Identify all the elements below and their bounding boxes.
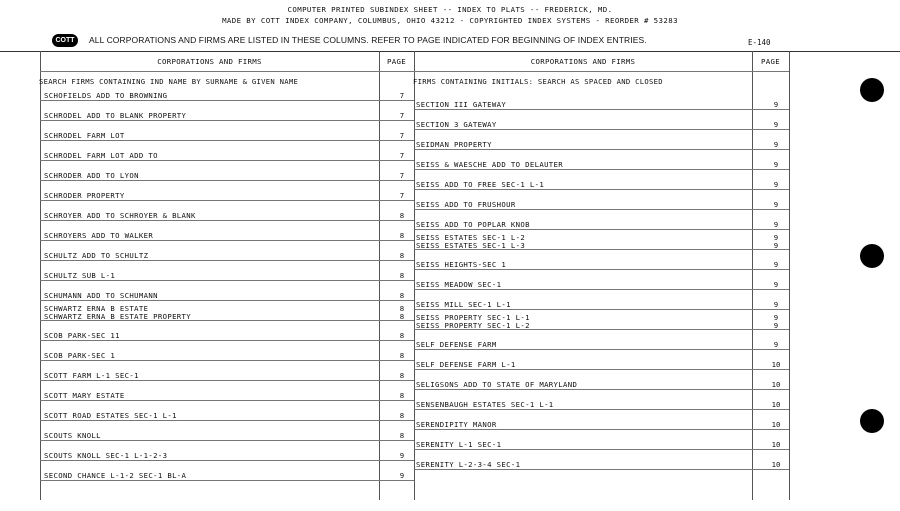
right-page-divider [752,51,753,500]
right-row-rule [414,349,789,350]
right-row-rule [414,289,789,290]
left-row-rule [40,480,414,481]
right-entry-name: SEISS ESTATES SEC-1 L-3 [416,241,526,250]
left-row-rule [40,400,414,401]
right-entry-name: SEISS ADD TO POPLAR KNOB [416,220,530,229]
heading-rule [40,71,789,72]
right-row-rule [414,309,789,310]
left-entry-name: SCOUTS KNOLL [44,431,101,440]
right-entry-page: 9 [773,241,779,250]
left-row-rule [40,440,414,441]
right-entry-name: SEISS & WAESCHE ADD TO DELAUTER [416,160,564,169]
right-entry-page: 10 [771,460,781,469]
right-row-rule [414,429,789,430]
right-subheading: FIRMS CONTAINING INITIALS: SEARCH AS SPACED AND CLOSED [413,77,663,86]
left-entry-page: 7 [399,111,405,120]
center-divider [414,51,415,500]
left-page-heading: PAGE [387,57,406,66]
left-entry-page: 8 [399,391,405,400]
left-entry-name: SCOB PARK-SEC 11 [44,331,120,340]
left-row-rule [40,280,414,281]
left-entry-name: SCOB PARK-SEC 1 [44,351,116,360]
left-entry-page: 8 [399,291,405,300]
right-entry-name: SENSENBAUGH ESTATES SEC-1 L-1 [416,400,554,409]
left-entry-page: 8 [399,411,405,420]
right-entry-name: SEISS ADD TO FREE SEC-1 L-1 [416,180,545,189]
right-entry-name: SEISS ADD TO FRUSHOUR [416,200,516,209]
left-entry-page: 7 [399,171,405,180]
right-entry-page: 9 [773,200,779,209]
left-row-rule [40,140,414,141]
left-entry-page: 8 [399,371,405,380]
right-entry-page: 9 [773,340,779,349]
right-entry-name: SEIDMAN PROPERTY [416,140,492,149]
left-entry-page: 8 [399,351,405,360]
right-entry-name: SEISS PROPERTY SEC-1 L-2 [416,321,530,330]
right-row-rule [414,189,789,190]
left-entry-name: SCOTT ROAD ESTATES SEC-1 L-1 [44,411,177,420]
left-entry-page: 8 [399,431,405,440]
left-entry-page: 7 [399,91,405,100]
notice-row [0,31,900,51]
left-entry-page: 9 [399,471,405,480]
right-entry-name: SELF DEFENSE FARM L-1 [416,360,516,369]
left-entry-name: SCHRODER PROPERTY [44,191,125,200]
right-entry-name: SEISS MEADOW SEC-1 [416,280,502,289]
right-row-rule [414,449,789,450]
right-entry-page: 9 [773,120,779,129]
right-row-rule [414,169,789,170]
left-entry-name: SECOND CHANCE L-1-2 SEC-1 BL-A [44,471,187,480]
left-row-rule [40,200,414,201]
right-entry-name: SEISS ESTATES SEC-1 L-2 [416,233,526,242]
left-row-rule [40,100,414,101]
right-entry-page: 9 [773,300,779,309]
right-entry-page: 10 [771,440,781,449]
left-entry-page: 8 [399,271,405,280]
left-entry-name: SCOTT MARY ESTATE [44,391,125,400]
left-entry-name: SCHWARTZ ERNA B ESTATE [44,304,149,313]
right-entry-page: 9 [773,260,779,269]
left-entry-name: SCHROYERS ADD TO WALKER [44,231,154,240]
right-entry-page: 10 [771,420,781,429]
left-row-rule [40,420,414,421]
right-entry-page: 9 [773,321,779,330]
right-entry-name: SELIGSONS ADD TO STATE OF MARYLAND [416,380,578,389]
right-entry-name: SECTION 3 GATEWAY [416,120,497,129]
left-entry-name: SCHOFIELDS ADD TO BROWNING [44,91,168,100]
sheet-title: COMPUTER PRINTED SUBINDEX SHEET -- INDEX TO PLATS -- FREDERICK, MD. [287,5,613,14]
left-page-divider [379,51,380,500]
left-row-rule [40,260,414,261]
left-row-rule [40,120,414,121]
cott-logo: COTT [52,34,78,47]
right-entry-page: 9 [773,280,779,289]
right-row-rule [414,369,789,370]
right-entry-name: SECTION III GATEWAY [416,100,507,109]
right-entry-name: SELF DEFENSE FARM [416,340,497,349]
publisher-line: MADE BY COTT INDEX COMPANY, COLUMBUS, OHIO 43212 - COPYRIGHTED INDEX SYSTEMS - REORDER # 53283 [222,16,678,25]
left-row-rule [40,240,414,241]
right-entry-page: 9 [773,180,779,189]
left-row-rule [40,380,414,381]
left-row-rule [40,340,414,341]
left-subheading: SEARCH FIRMS CONTAINING IND NAME BY SURNAME & GIVEN NAME [39,77,299,86]
left-row-rule [40,180,414,181]
left-entry-page: 9 [399,451,405,460]
right-row-rule [414,209,789,210]
left-entry-name: SCHRODER ADD TO LYON [44,171,139,180]
right-row-rule [414,229,789,230]
right-entry-name: SEISS PROPERTY SEC-1 L-1 [416,313,530,322]
right-entry-page: 10 [771,360,781,369]
right-row-rule [414,269,789,270]
left-entry-name: SCHRODEL FARM LOT ADD TO [44,151,158,160]
top-rule [0,51,900,52]
right-entry-page: 9 [773,160,779,169]
left-row-rule [40,300,414,301]
right-entry-page: 10 [771,400,781,409]
right-row-rule [414,409,789,410]
right-entry-page: 9 [773,100,779,109]
right-entry-name: SERENDIPITY MANOR [416,420,497,429]
left-entry-name: SCHUMANN ADD TO SCHUMANN [44,291,158,300]
right-entry-page: 9 [773,140,779,149]
left-entry-page: 8 [399,251,405,260]
right-entry-page: 9 [773,233,779,242]
left-entry-name: SCHRODEL ADD TO BLANK PROPERTY [44,111,187,120]
right-entry-name: SEISS MILL SEC-1 L-1 [416,300,511,309]
right-page-heading: PAGE [761,57,780,66]
right-row-rule [414,389,789,390]
right-row-rule [414,149,789,150]
left-entry-name: SCHROYER ADD TO SCHROYER & BLANK [44,211,196,220]
left-entry-name: SCHWARTZ ERNA B ESTATE PROPERTY [44,312,192,321]
right-row-rule [414,109,789,110]
notice-text: ALL CORPORATIONS AND FIRMS ARE LISTED IN THESE COLUMNS. REFER TO PAGE INDICATED FOR BEGINNING OF INDEX ENTRIES. [89,35,647,45]
punch-hole [860,244,884,268]
left-row-rule [40,360,414,361]
left-entry-page: 8 [399,304,405,313]
left-entry-name: SCOUTS KNOLL SEC-1 L-1-2-3 [44,451,168,460]
left-entry-name: SCHULTZ ADD TO SCHULTZ [44,251,149,260]
left-entry-page: 7 [399,151,405,160]
left-entry-page: 8 [399,231,405,240]
left-column-heading: CORPORATIONS AND FIRMS [157,57,262,66]
punch-hole [860,409,884,433]
left-row-rule [40,460,414,461]
sheet-id: E-140 [748,38,771,47]
right-row-rule [414,469,789,470]
left-row-rule [40,220,414,221]
left-entry-page: 7 [399,131,405,140]
left-entry-page: 7 [399,191,405,200]
right-entry-page: 9 [773,220,779,229]
left-entry-name: SCHULTZ SUB L-1 [44,271,116,280]
right-margin-line [789,51,790,500]
right-entry-name: SEISS HEIGHTS-SEC 1 [416,260,507,269]
left-entry-name: SCOTT FARM L-1 SEC-1 [44,371,139,380]
right-entry-name: SERENITY L-1 SEC-1 [416,440,502,449]
left-row-rule [40,160,414,161]
punch-hole [860,78,884,102]
left-entry-name: SCHRODEL FARM LOT [44,131,125,140]
right-entry-name: SERENITY L-2-3-4 SEC-1 [416,460,521,469]
left-entry-page: 8 [399,211,405,220]
right-column-heading: CORPORATIONS AND FIRMS [530,57,636,66]
right-row-rule [414,129,789,130]
right-entry-page: 10 [771,380,781,389]
left-entry-page: 8 [399,312,405,321]
left-entry-page: 8 [399,331,405,340]
left-margin-line [40,51,41,500]
right-entry-page: 9 [773,313,779,322]
